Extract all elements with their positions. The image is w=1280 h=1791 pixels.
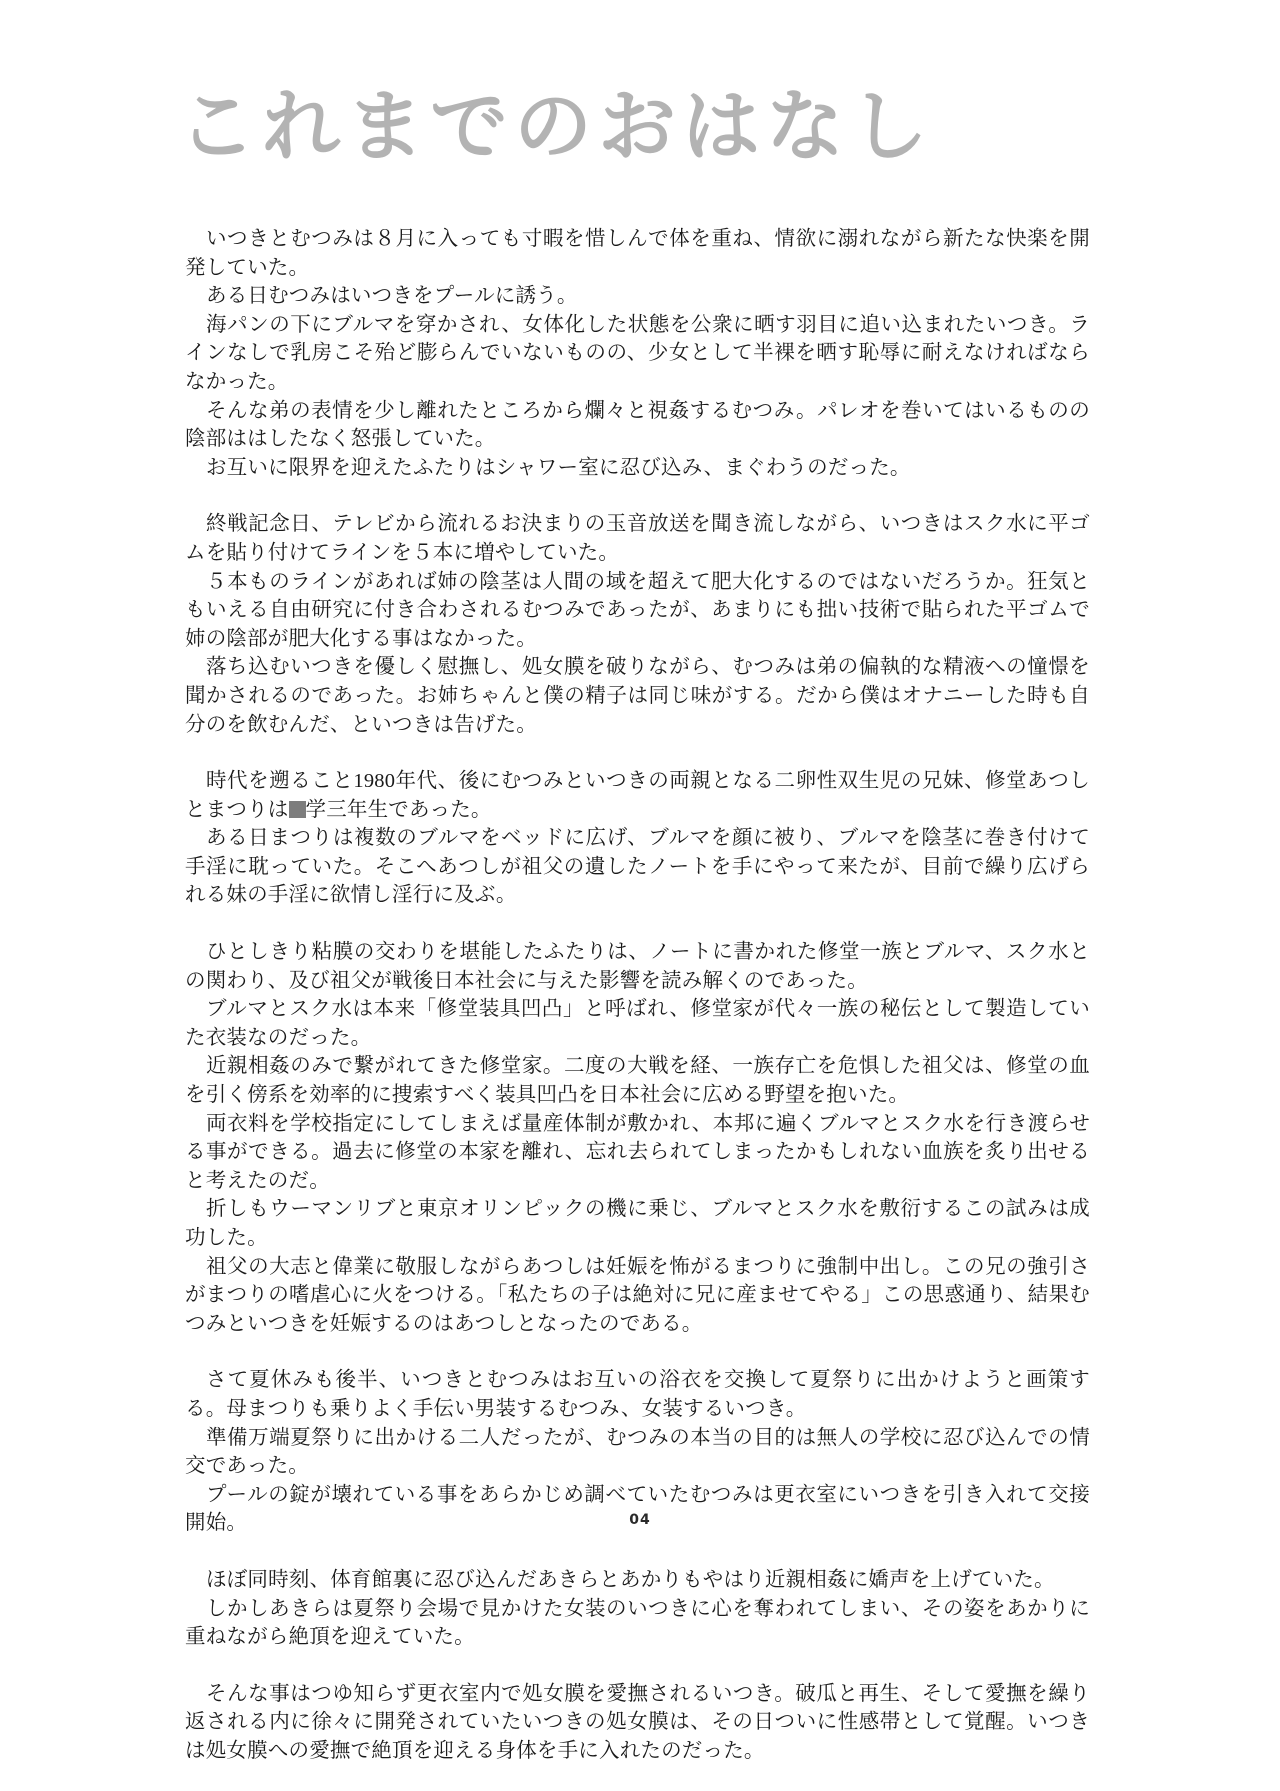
paragraph: 終戦記念日、テレビから流れるお決まりの玉音放送を聞き流しながら、いつきはスク水に平ゴムを貼り付けてラインを５本に増やしていた。 (185, 513, 1090, 564)
paragraph: ５本ものラインがあれば姉の陰茎は人間の域を超えて肥大化するのではないだろうか。狂気ともいえる自由研究に付き合わされるむつみであったが、あまりにも拙い技術で貼られた平ゴムで姉の陰部が肥大化する事はなかった。 (185, 570, 1090, 650)
paragraph: 祖父の大志と偉業に敬服しながらあつしは妊娠を怖がるまつりに強制中出し。この兄の強引さがまつりの嗜虐心に火をつける。「私たちの子は絶対に兄に産ませてやる」この思惑通り、結果むつみといつきを妊娠するのはあつしとなったのである。 (185, 1255, 1090, 1335)
block-spacer (185, 1338, 1090, 1366)
block-spacer (185, 482, 1090, 510)
block-spacer (185, 1538, 1090, 1566)
text-block (185, 767, 1090, 910)
text-block (185, 938, 1090, 1338)
paragraph: さて夏休みも後半、いつきとむつみはお互いの浴衣を交換して夏祭りに出かけようと画策する。母まつりも乗りよく手伝い男装するむつみ、女装するいつき。 (185, 1369, 1090, 1420)
page-number: 04 (629, 1512, 651, 1528)
text-block (185, 225, 1090, 482)
block-spacer (185, 739, 1090, 767)
paragraph: しかしあきらは夏祭り会場で見かけた女装のいつきに心を奪われてしまい、その姿をあかりに重ねながら絶頂を迎えていた。 (185, 1597, 1090, 1649)
block-spacer (185, 1652, 1090, 1680)
text-block (185, 510, 1090, 739)
paragraph: 近親相姦のみで繋がれてきた修堂家。二度の大戦を経、一族存亡を危惧した祖父は、修堂の血を引く傍系を効率的に捜索すべく装具凹凸を日本社会に広める野望を抱いた。 (185, 1055, 1090, 1107)
page-title: これまでのおはなし (178, 82, 935, 172)
paragraph: ひとしきり粘膜の交わりを堪能したふたりは、ノートに書かれた修堂一族とブルマ、スク水との関わり、及び祖父が戦後日本社会に与えた影響を読み解くのであった。 (185, 941, 1090, 992)
paragraph: お互いに限界を迎えたふたりはシャワー室に忍び込み、まぐわうのだった。 (206, 456, 911, 479)
paragraph: 準備万端夏祭りに出かける二人だったが、むつみの本当の目的は無人の学校に忍び込んでの情交であった。 (185, 1426, 1090, 1478)
paragraph: 海パンの下にブルマを穿かされ、女体化した状態を公衆に晒す羽目に追い込まれたいつき。ラインなしで乳房こそ殆ど膨らんでいないものの、少女として半裸を晒す恥辱に耐えなければならなかった。 (185, 313, 1090, 393)
paragraph: 折しもウーマンリブと東京オリンピックの機に乗じ、ブルマとスク水を敷衍するこの試みは成功した。 (185, 1198, 1090, 1249)
paragraph: そんな事はつゆ知らず更衣室内で処女膜を愛撫されるいつき。破瓜と再生、そして愛撫を繰り返される内に徐々に開発されていたいつきの処女膜は、その日ついに性感帯として覚醒。いつきは処女膜への愛撫で絶頂を迎える身体を手に入れたのだった。 (185, 1682, 1090, 1762)
block-spacer (185, 910, 1090, 938)
paragraph: プールの錠が壊れている事をあらかじめ調べていたむつみは更衣室にいつきを引き入れて交接開始。 (185, 1483, 1090, 1535)
text-block (185, 1680, 1090, 1766)
paragraph-text-part-2: 学三年生であった。 (305, 798, 492, 821)
text-block (185, 1566, 1090, 1652)
paragraph: ある日まつりは複数のブルマをベッドに広げ、ブルマを顔に被り、ブルマを陰茎に巻き付けて手淫に耽っていた。そこへあつしが祖父の遺したノートを手にやって来たが、目前で繰り広げられる妹の手淫に欲情し淫行に及ぶ。 (185, 827, 1090, 907)
story-body (185, 225, 1090, 1766)
paragraph-text-part-1: 時代を遡ること1980年代、後にむつみといつきの両親となる二卵性双生児の兄妹、修堂あつしとまつりは (185, 770, 1090, 821)
paragraph: ある日むつみはいつきをプールに誘う。 (206, 285, 578, 308)
paragraph: 落ち込むいつきを優しく慰撫し、処女膜を破りながら、むつみは弟の偏執的な精液への憧憬を聞かされるのであった。お姉ちゃんと僕の精子は同じ味がする。だから僕はオナニーした時も自分のを飲むんだ、といつきは告げた。 (185, 656, 1090, 736)
redaction-block (289, 801, 306, 818)
paragraph: そんな弟の表情を少し離れたところから爛々と視姦するむつみ。パレオを巻いてはいるものの陰部ははしたなく怒張していた。 (185, 399, 1090, 451)
paragraph-with-redaction (185, 767, 1090, 824)
paragraph: ブルマとスク水は本来「修堂装具凹凸」と呼ばれ、修堂家が代々一族の秘伝として製造していた衣装なのだった。 (185, 998, 1090, 1049)
paragraph: いつきとむつみは８月に入っても寸暇を惜しんで体を重ね、情欲に溺れながら新たな快楽を開発していた。 (185, 228, 1090, 279)
paragraph: ほぼ同時刻、体育館裏に忍び込んだあきらとあかりもやはり近親相姦に嬌声を上げていた。 (206, 1568, 1055, 1591)
paragraph: 両衣料を学校指定にしてしまえば量産体制が敷かれ、本邦に遍くブルマとスク水を行き渡らせる事ができる。過去に修堂の本家を離れ、忘れ去られてしまったかもしれない血族を炙り出せると考えたのだ。 (185, 1112, 1090, 1192)
